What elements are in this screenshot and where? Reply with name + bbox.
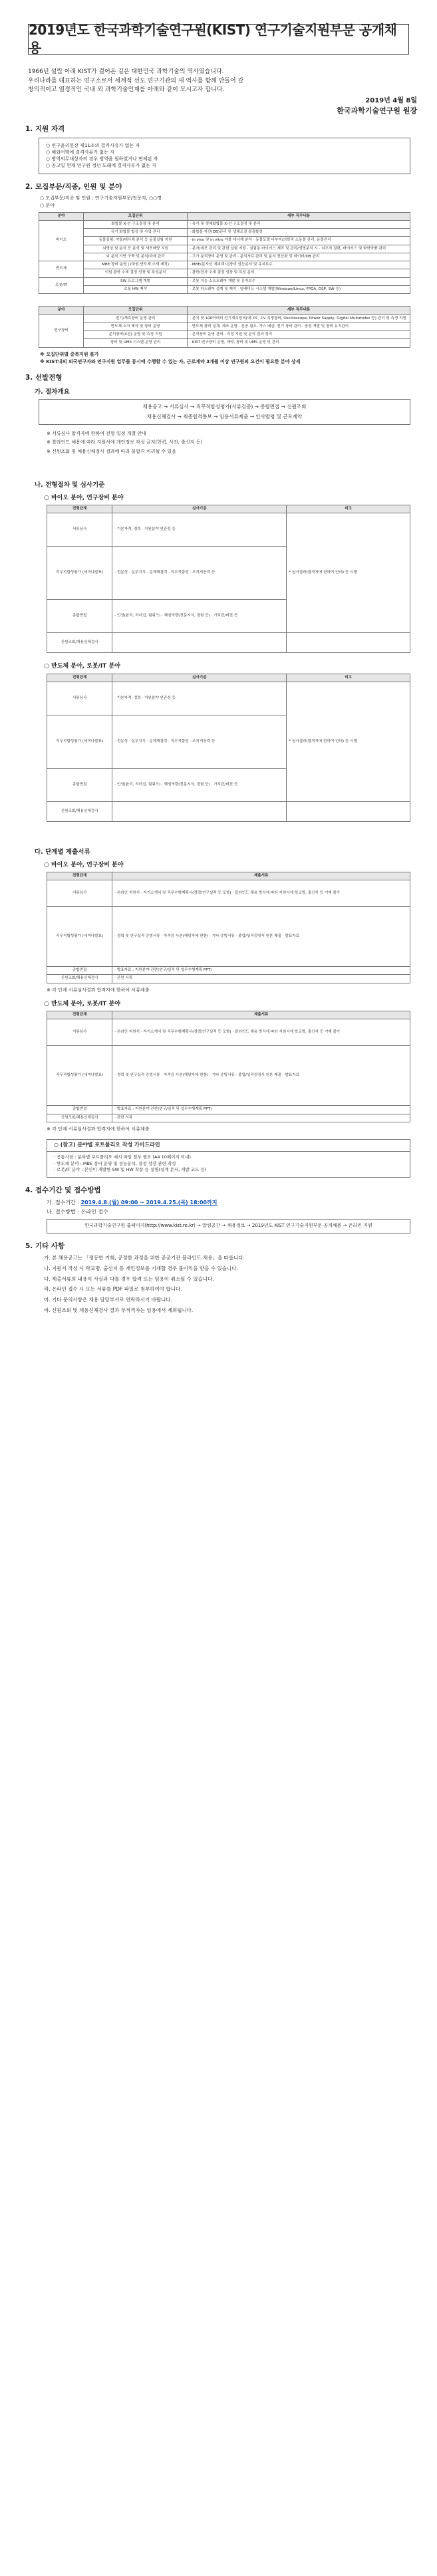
- stage-cell: 신원조회/채용신체검사: [47, 975, 112, 983]
- table-row: [47, 633, 410, 653]
- equipment-table: [39, 306, 410, 347]
- process-bullet: ※ 블라인드 채용에 따라 지원서에 개인정보 작성 금지(학력, 사진, 출신지 등): [47, 440, 203, 446]
- robot-criteria-table: [47, 674, 410, 822]
- table-row: [39, 245, 410, 253]
- intro-org: 한국과학기술연구원 원장: [337, 106, 417, 115]
- recruit-table: [39, 212, 410, 295]
- duty-cell: · 반도체 장비 설계, 제조 운영 · 진공 펌프, 가스 배관, 전기 장비 관리 · 공정 개발 및 장비 유지관리: [188, 322, 410, 330]
- stage-cell: 서류심사: [47, 513, 112, 547]
- etc-item: 바. 신원조회 및 채용신체검사 결과 부적격자는 임용에서 제외됩니다.: [44, 1307, 194, 1314]
- stage-cell: 종합면접: [47, 1106, 112, 1114]
- section-4-heading: 4. 접수기간 및 접수방법: [25, 1186, 101, 1195]
- stage-cell: 신원조회/채용신체검사: [47, 633, 112, 653]
- stage-cell: 서류심사: [47, 682, 112, 715]
- col-header: 심사기준: [112, 505, 287, 513]
- page-title: 2019년도 한국과학기술연구원(KIST) 연구기술지원부문 공개채용: [29, 22, 397, 56]
- bio-docs-table: [47, 872, 410, 983]
- table-row: [47, 513, 410, 547]
- table-row: [39, 220, 410, 228]
- table-row: [39, 315, 410, 322]
- robot-criteria-title: ○ 반도체 분야, 로봇/IT 분야: [44, 663, 120, 670]
- process-overview-heading: 가. 절차개요: [35, 388, 70, 396]
- table-row: [39, 253, 410, 261]
- intro-date: 2019년 4월 8일: [365, 96, 417, 104]
- section-1-heading: 1. 지원 자격: [25, 124, 65, 133]
- bio-criteria-table: [47, 505, 410, 653]
- docs-note: ※ 각 단계 서류심사결과 합격자에 한하여 서류제출: [47, 987, 150, 993]
- period-value: 2019.4.8.(월) 09:00 ~ 2019.4.25.(목) 18:00까지: [80, 1199, 218, 1206]
- stage-cell: 종합면접: [47, 600, 112, 633]
- docs-cell: · 관련 서류: [112, 1114, 410, 1122]
- duty-cell: · KIST 연구장비 운영, 예약, 장비 및 UMS 운영 및 관리: [188, 339, 410, 347]
- equipment-table-wrap: [39, 306, 410, 347]
- process-bullet: ※ 서류심사 합격자에 한하여 전형 일정 개별 안내: [47, 430, 146, 436]
- table-row: [47, 967, 410, 975]
- eligibility-item: ○ 병역의무대상자의 경우 병역을 필하였거나 면제된 자: [46, 156, 158, 162]
- col-header: 제출서류: [112, 872, 410, 880]
- portfolio-guide-line: · 공통사항 : 분야별 포트폴리오 예시 파일 첨부 필요 (A4 10페이지 이내): [54, 1154, 191, 1160]
- remark-cell: [287, 633, 410, 653]
- table-row: [39, 261, 410, 269]
- intro-line: 우리나라를 대표하는 연구소로서 세계적 선도 연구기관의 새 역사를 함께 만들어 갈: [28, 77, 244, 84]
- col-header: 분야: [39, 212, 84, 220]
- etc-item: 가. 본 채용공고는 「평등한 기회, 공정한 과정을 위한 공공기관 블라인드 채용」을 따릅니다.: [44, 1254, 245, 1261]
- etc-item: 마. 기타 문의사항은 채용 담당부서로 연락하시기 바랍니다.: [44, 1297, 172, 1303]
- method-line: 나. 접수방법 : 온라인 접수: [47, 1209, 108, 1216]
- criteria-cell: [112, 633, 287, 653]
- robot-docs-table-wrap: [47, 1011, 410, 1122]
- process-flow-line: 채용신체검사 → 최종합격통보 → 임용서류제출 → 인사발령 및 근로계약: [146, 413, 303, 420]
- table-row: [39, 277, 410, 285]
- duty-cell: · 로봇 하드웨어 설계 및 제작 · 임베디드 시스템 개발(Windows/Linux, FPGA, DSP, SW 등): [188, 286, 410, 294]
- portfolio-guide-line: · 반도체 분야 : MBE 장비 운영 및 성능분석, 결정 성장 관련 작성: [54, 1160, 176, 1166]
- docs-note: ※ 각 단계 서류심사결과 합격자에 한하여 서류제출: [47, 1126, 150, 1132]
- etc-item: 라. 온라인 접수 시 모든 서류를 PDF 파일로 첨부하여야 합니다.: [44, 1286, 182, 1293]
- duty-cell: · 분석장비 운영 관리 · 측정 지원 및 분석 결과 정리: [188, 331, 410, 339]
- recruit-note: ※ 모집단위별 중복지원 불가: [40, 351, 99, 357]
- docs-cell: · 경력 및 연구실적 증빙서류 · 자격증 사본(해당자에 한함) · 기타 증빙서류 · 졸업/성적증명서 원본 제출 · 발표자료: [112, 1046, 410, 1106]
- unit-cell: 화합물 X-선 구조결정 및 분석: [83, 220, 187, 228]
- portfolio-guide-box: [47, 1139, 410, 1178]
- unit-cell: 동물실험, 약물/대사체 분석 등 동물실험 지원: [83, 237, 187, 245]
- col-header: 비고: [287, 674, 410, 682]
- criteria-cell: · 인성(윤리, 리더십, 팀워크) · 핵심역량(전문지식, 경험 등) · 가치관/비전 등: [112, 768, 287, 801]
- duty-cell: · 로봇 지능 소프트웨어 개발 및 유지보수: [188, 277, 410, 285]
- table-row: [47, 1106, 410, 1114]
- docs-cell: · 발표자료 : 지원분야 관련(연구/실적 및 업무수행계획 PPT): [112, 1106, 410, 1114]
- title-box: [28, 24, 409, 55]
- table-row: [39, 331, 410, 339]
- area-cell: 연구장비: [39, 315, 84, 347]
- eligibility-box: [39, 138, 410, 174]
- section-2-heading: 2. 모집부문/직종, 인원 및 분야: [25, 182, 122, 191]
- recruit-summary: ○ 모집부문/직종 및 인원 : 연구기술지원부문/전문직, ○○명: [40, 195, 162, 201]
- section-5-heading: 5. 기타 사항: [25, 1241, 65, 1250]
- table-row: [39, 269, 410, 277]
- stage-cell: 종합면접: [47, 768, 112, 801]
- section-3-heading: 3. 선발전형: [25, 374, 63, 382]
- process-bullet: ※ 신원조회 및 채용신체검사 결과에 따라 불합격 처리될 수 있음: [47, 448, 176, 454]
- area-cell: 반도체: [39, 261, 84, 278]
- col-header: 전형단계: [47, 505, 112, 513]
- table-row: [39, 339, 410, 347]
- table-row: [47, 1046, 410, 1106]
- recruit-note: ※ KIST내의 외국연구자와 연구지원 업무를 동시에 수행할 수 있는 자, 근로계약 3개월 이상 연구원의 요건이 필요한 분야 상세: [40, 359, 301, 365]
- unit-cell: 전기/계측장비 운영 관리: [83, 315, 187, 322]
- duty-cell: · 광학/전자 소재 결정 성장 및 특성 분석: [188, 269, 410, 277]
- remark-cell: [287, 801, 410, 821]
- documents-heading: 다. 단계별 제출서류: [35, 848, 90, 856]
- etc-item: 다. 제출서류의 내용이 사실과 다를 경우 합격 또는 임용이 취소될 수 있습니다.: [44, 1275, 214, 1282]
- unit-cell: 분석장비(X선) 운영 및 측정 지원: [83, 331, 187, 339]
- intro-line: 1966년 설립 이래 KIST가 걸어온 길은 대한민국 과학기술의 역사였습니다.: [28, 68, 224, 75]
- etc-item: 나. 지원서 작성 시 학교명, 출신지 등 개인정보를 기재할 경우 불이익을 받을 수 있습니다.: [44, 1265, 238, 1271]
- unit-cell: SW 프로그램 개발: [83, 277, 187, 285]
- duty-cell: · 분야 및 100여대의 전기계측장비(예: PC, CV 측정장비, Oscilloscope, Power Supply, Digital Multimeter 등) 관리 및 측정 지원: [188, 315, 410, 322]
- stage-cell: 직무적합성평가 (세미나발표): [47, 1046, 112, 1106]
- intro: [20, 68, 417, 116]
- unit-cell: 반도체 소자 제작 및 장비 운영: [83, 322, 187, 330]
- stage-cell: 직무적합성평가 (세미나발표): [47, 547, 112, 600]
- criteria-cell: · 전문성 · 실무지식 · 문제해결력 · 직무적합성 · 조직적응력 등: [112, 547, 287, 600]
- stage-cell: 직무적합성평가 (세미나발표): [47, 907, 112, 967]
- criteria-cell: · 인성(윤리, 리더십, 팀워크) · 핵심역량(전문지식, 경험 등) · 가치관/비전 등: [112, 600, 287, 633]
- portfolio-guide-body: [47, 1152, 410, 1177]
- docs-cell: · 온라인 지원서 · 자기소개서 및 직무수행계획서(경력/연구실적 등 포함) · 블라인드 채용 방식에 따라 지원서에 학교명, 출신지 등 기재 불가: [112, 1019, 410, 1046]
- criteria-cell: · 기본자격, 경력 · 지원분야 연관성 등: [112, 682, 287, 715]
- stage-cell: 종합면접: [47, 967, 112, 975]
- table-row: [39, 237, 410, 245]
- portfolio-guide-title: ○ (참고) 분야별 포트폴리오 작성 가이드라인: [47, 1140, 410, 1152]
- docs-cell: · 온라인 지원서 · 자기소개서 및 직무수행계획서(경력/연구실적 등 포함) · 블라인드 채용 방식에 따라 지원서에 학교명, 출신지 등 기재 불가: [112, 880, 410, 907]
- period-line: [47, 1200, 417, 1207]
- eligibility-item: ○ 공고일 현재 연구원 정년 도래에 결격사유가 없는 자: [46, 163, 156, 169]
- duty-cell: · MBE(분자선 에피택시)장비 성능분석 및 유지보수: [188, 261, 410, 269]
- unit-cell: 장비 및 UMS 시스템 운영 관리: [83, 339, 187, 347]
- remark-cell: * 심사결과(합격자에 한하여 안내) 등 시행: [287, 682, 410, 801]
- stage-cell: 신원조회/채용신체검사: [47, 801, 112, 821]
- eligibility-item: ○ 연구윤리헌장 제11조의 결격사유가 없는 자: [46, 143, 140, 149]
- robot-docs-title: ○ 반도체 분야, 로봇/IT 분야: [44, 1001, 120, 1008]
- col-header: 비고: [287, 505, 410, 513]
- process-flow-line: 채용공고 → 서류심사 → 직무적합성평가(서류검증) → 종합면접 → 신원조회: [142, 404, 307, 410]
- bio-criteria-title: ○ 바이오 분야, 연구장비 분야: [44, 495, 124, 502]
- intro-line: 창의적이고 열정적인 국내 외 과학기술인재를 아래와 같이 모시고자 합니다.: [28, 86, 225, 93]
- stage-cell: 직무적합성평가 (세미나발표): [47, 715, 112, 768]
- col-header: 전형단계: [47, 674, 112, 682]
- stage-cell: 신원조회/채용신체검사: [47, 1114, 112, 1122]
- table-row: [39, 229, 410, 237]
- area-cell: 바이오: [39, 220, 84, 261]
- remark-cell: * 심사결과(합격자에 한하여 안내) 등 시행: [287, 513, 410, 633]
- col-header: 모집단위: [83, 307, 187, 315]
- col-header: 모집단위: [83, 212, 187, 220]
- area-cell: 로봇/IT: [39, 277, 84, 294]
- unit-cell: 유기 화합물 합성 및 사업 관리: [83, 229, 187, 237]
- bio-criteria-table-wrap: [47, 505, 410, 653]
- bio-docs-table-wrap: [47, 872, 410, 983]
- unit-cell: 뇌영상 및 분석 등 분석 및 세포배양 지원: [83, 245, 187, 253]
- docs-cell: · 경력 및 연구실적 증빙서류 · 자격증 사본(해당자에 한함) · 기타 증빙서류 · 졸업/성적증명서 원본 제출 · 발표자료: [112, 907, 410, 967]
- period-label: 가. 접수기간 :: [47, 1199, 79, 1206]
- col-header: 세부 직무내용: [188, 307, 410, 315]
- table-row: [39, 322, 410, 330]
- docs-cell: · 관련 서류: [112, 975, 410, 983]
- unit-cell: 뇌 분석 기반 구축 및 분석/과제 관리: [83, 253, 187, 261]
- duty-cell: · 유기 및 생체화합물 X-선 구조결정 및 분석: [188, 220, 410, 228]
- table-row: [39, 286, 410, 294]
- unit-cell: 로봇 HW 제작: [83, 286, 187, 294]
- robot-docs-table: [47, 1011, 410, 1122]
- process-flow-box: [39, 399, 410, 424]
- recruit-area-label: ○ 분야: [40, 203, 55, 209]
- table-row: [47, 1114, 410, 1122]
- col-header: 심사기준: [112, 674, 287, 682]
- robot-criteria-table-wrap: [47, 674, 410, 822]
- duty-cell: · 화합물 자산(DB)관리 및 생체조절 물질합성: [188, 229, 410, 237]
- col-header: 전형단계: [47, 872, 112, 880]
- table-row: [47, 880, 410, 907]
- criteria-cell: · 기본자격, 경력 · 지원분야 연관성 등: [112, 513, 287, 547]
- unit-cell: MBE 장비 운영 (2차원 반도체 소재 제작): [83, 261, 187, 269]
- table-row: [47, 801, 410, 821]
- recruit-table-wrap: [39, 212, 410, 295]
- table-row: [47, 907, 410, 967]
- duty-cell: · 고가 분석장비 운영 및 관리 · 분석자료 관리 및 분석 전산화 및 데이터/DB 관리: [188, 253, 410, 261]
- etc-list: [20, 1255, 417, 1315]
- criteria-heading: 나. 전형절차 및 심사기준: [35, 481, 105, 489]
- table-row: [47, 1019, 410, 1046]
- stage-cell: 서류심사: [47, 880, 112, 907]
- unit-cell: 이원 광학 소재 결정 성장 및 특성분석: [83, 269, 187, 277]
- col-header: 분야: [39, 307, 84, 315]
- bio-docs-title: ○ 바이오 분야, 연구장비 분야: [44, 861, 124, 868]
- duty-cell: · in vivo 및 in vitro 약물 대사체 분석 · 동물모델 다부지/의학적 소동물 관리, 동물관리: [188, 237, 410, 245]
- table-row: [47, 682, 410, 715]
- col-header: 제출서류: [112, 1011, 410, 1019]
- docs-cell: · 발표자료 : 지원분야 관련(연구/실적 및 업무수행계획 PPT): [112, 967, 410, 975]
- eligibility-item: ○ 해외여행에 결격사유가 없는 자: [46, 150, 114, 156]
- criteria-cell: [112, 801, 287, 821]
- portfolio-guide-line: · 로봇/IT 분야 : 본인이 개발한 SW 및 HW 작품 등 설명(설계 문서, 개발 코드 등): [54, 1167, 207, 1173]
- stage-cell: 서류심사: [47, 1019, 112, 1046]
- table-row: [47, 975, 410, 983]
- duty-cell: · 분자/세포 관리 및 관련 실험 지원 · 실험동 바이러스 제작 및 관리/생명분석 시 · 뇌조직 절편, 바이러스 및 화학약품 관리: [188, 245, 410, 253]
- col-header: 세부 직무내용: [188, 212, 410, 220]
- criteria-cell: · 전문성 · 실무지식 · 문제해결력 · 직무적합성 · 조직적응력 등: [112, 715, 287, 768]
- col-header: 전형단계: [47, 1011, 112, 1019]
- method-box[interactable]: 한국과학기술연구원 홈페이지(http://www.kist.re.kr) → 알림공간 → 채용정보 → 2019년도 KIST 연구기술지원부문 공개채용 → 온라인 지원: [47, 1219, 410, 1233]
